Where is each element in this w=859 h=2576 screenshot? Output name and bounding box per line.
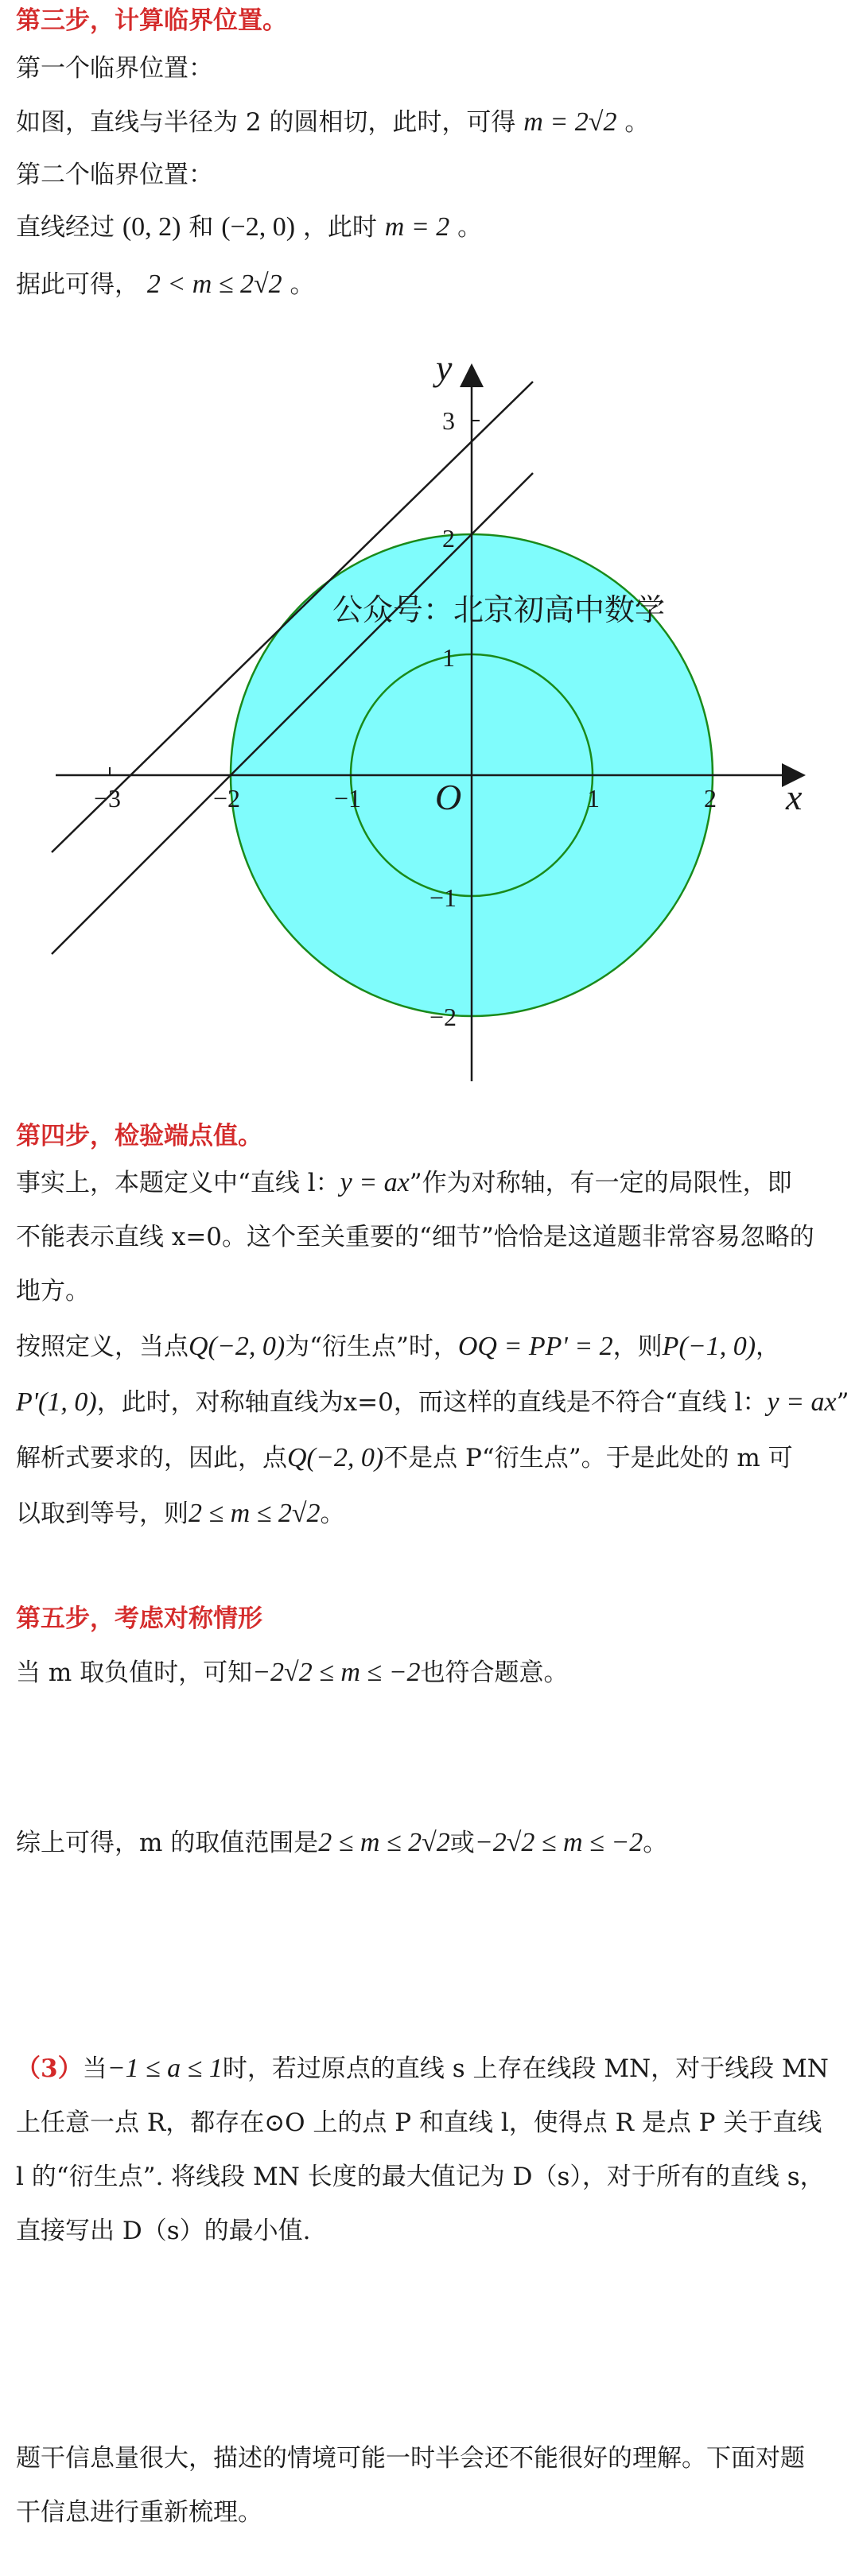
step4-title: 第四步，检验端点值。 [16, 1122, 262, 1150]
closing-line1: 题干信息量很大，描述的情境可能一时半会还不能很好的理解。下面对题 [16, 2444, 805, 2473]
point-0-2: (0, 2) [122, 212, 181, 242]
step5-title: 第五步，考虑对称情形 [16, 1604, 262, 1633]
math-Q: Q(−2, 0) [189, 1332, 286, 1361]
origin-label: O [435, 777, 462, 817]
step3-line2: 如图，直线与半径为 2 的圆相切，此时，可得 m = 2√2 。 [16, 107, 650, 137]
tick-label-y-neg2: −2 [430, 1003, 457, 1031]
math-y-ax-2: y = ax [767, 1387, 837, 1417]
step4-line1: 事实上，本题定义中“直线 l：y = ax”作为对称轴，有一定的局限性，即 [16, 1168, 792, 1197]
point-neg2-0: (−2, 0) [221, 212, 296, 242]
math-a-range: −1 ≤ a ≤ 1 [107, 2054, 223, 2083]
tick-label-x-1: 1 [587, 784, 600, 813]
math-range-closed: 2 ≤ m ≤ 2√2 [189, 1499, 321, 1528]
step4-line7: 以取到等号，则2 ≤ m ≤ 2√2。 [16, 1499, 345, 1528]
part3-line3: l 的“衍生点”. 将线段 MN 长度的最大值记为 D（s），对于所有的直线 s， [16, 2163, 825, 2191]
math-m-2sqrt2: m = 2√2 [523, 107, 617, 137]
part3-line4: 直接写出 D（s）的最小值. [16, 2217, 311, 2245]
part3-line1: （3）当−1 ≤ a ≤ 1时，若过原点的直线 s 上存在线段 MN，对于线段 MN [16, 2054, 829, 2083]
step4-line6: 解析式要求的，因此，点Q(−2, 0)不是点 P“衍生点”。于是此处的 m 可 [16, 1443, 793, 1472]
tick-label-y-neg1: −1 [430, 883, 457, 912]
step5-line1: 当 m 取负值时，可知−2√2 ≤ m ≤ −2也符合题意。 [16, 1658, 569, 1687]
part3-line2: 上任意一点 R，都存在⊙O 上的点 P 和直线 l，使得点 R 是点 P 关于直线 [16, 2109, 822, 2137]
watermark: 公众号：北京初高中数学 [332, 592, 666, 627]
tick-label-x-neg1: −1 [334, 784, 362, 813]
axis-y-label: y [436, 350, 453, 388]
step3-line5: 据此可得， 2 < m ≤ 2√2 。 [16, 270, 315, 299]
math-m-2: m = 2 [384, 212, 450, 242]
summary-line: 综上可得，m 的取值范围是2 ≤ m ≤ 2√2或−2√2 ≤ m ≤ −2。 [16, 1828, 668, 1857]
math-summary-pos: 2 ≤ m ≤ 2√2 [318, 1828, 450, 1857]
step3-line4: 直线经过 (0, 2) 和 (−2, 0) ，此时 m = 2 。 [16, 212, 483, 242]
step3-line3: 第二个临界位置： [16, 161, 213, 189]
math-OQ: OQ = PP' = 2 [457, 1332, 613, 1361]
closing-line2: 干信息进行重新梳理。 [16, 2498, 262, 2527]
step4-line4: 按照定义，当点Q(−2, 0)为“衍生点”时，OQ = PP' = 2，则P(−1, 0)， [16, 1332, 781, 1361]
tick-label-y-1: 1 [442, 643, 455, 672]
tick-label-x-neg3: −3 [94, 784, 122, 813]
tick-label-y-3: 3 [442, 406, 455, 435]
step3-title: 第三步，计算临界位置。 [16, 6, 287, 35]
step4-line3: 地方。 [16, 1277, 90, 1305]
math-range-open: 2 < m ≤ 2√2 [146, 270, 282, 299]
circle-figure [0, 350, 859, 1097]
axis-x-label: x [786, 777, 803, 817]
math-summary-neg: −2√2 ≤ m ≤ −2 [474, 1828, 643, 1857]
math-P: P(−1, 0) [662, 1332, 756, 1361]
step4-line2: 不能表示直线 x=0。这个至关重要的“细节”恰恰是这道题非常容易忽略的 [16, 1223, 814, 1251]
math-P-prime: P'(1, 0) [16, 1387, 97, 1417]
step4-line5: P'(1, 0)，此时，对称轴直线为x=0，而这样的直线是不符合“直线 l：y = ax” [16, 1387, 849, 1417]
tick-label-y-2: 2 [442, 524, 455, 553]
math-Q-2: Q(−2, 0) [287, 1443, 384, 1472]
tick-label-x-2: 2 [704, 784, 717, 813]
step3-line1: 第一个临界位置： [16, 54, 213, 83]
math-neg-range: −2√2 ≤ m ≤ −2 [252, 1658, 421, 1687]
tick-label-x-neg2: −2 [213, 784, 241, 813]
math-y-ax: y = ax [340, 1168, 410, 1197]
part3-number: （3） [16, 2054, 83, 2083]
